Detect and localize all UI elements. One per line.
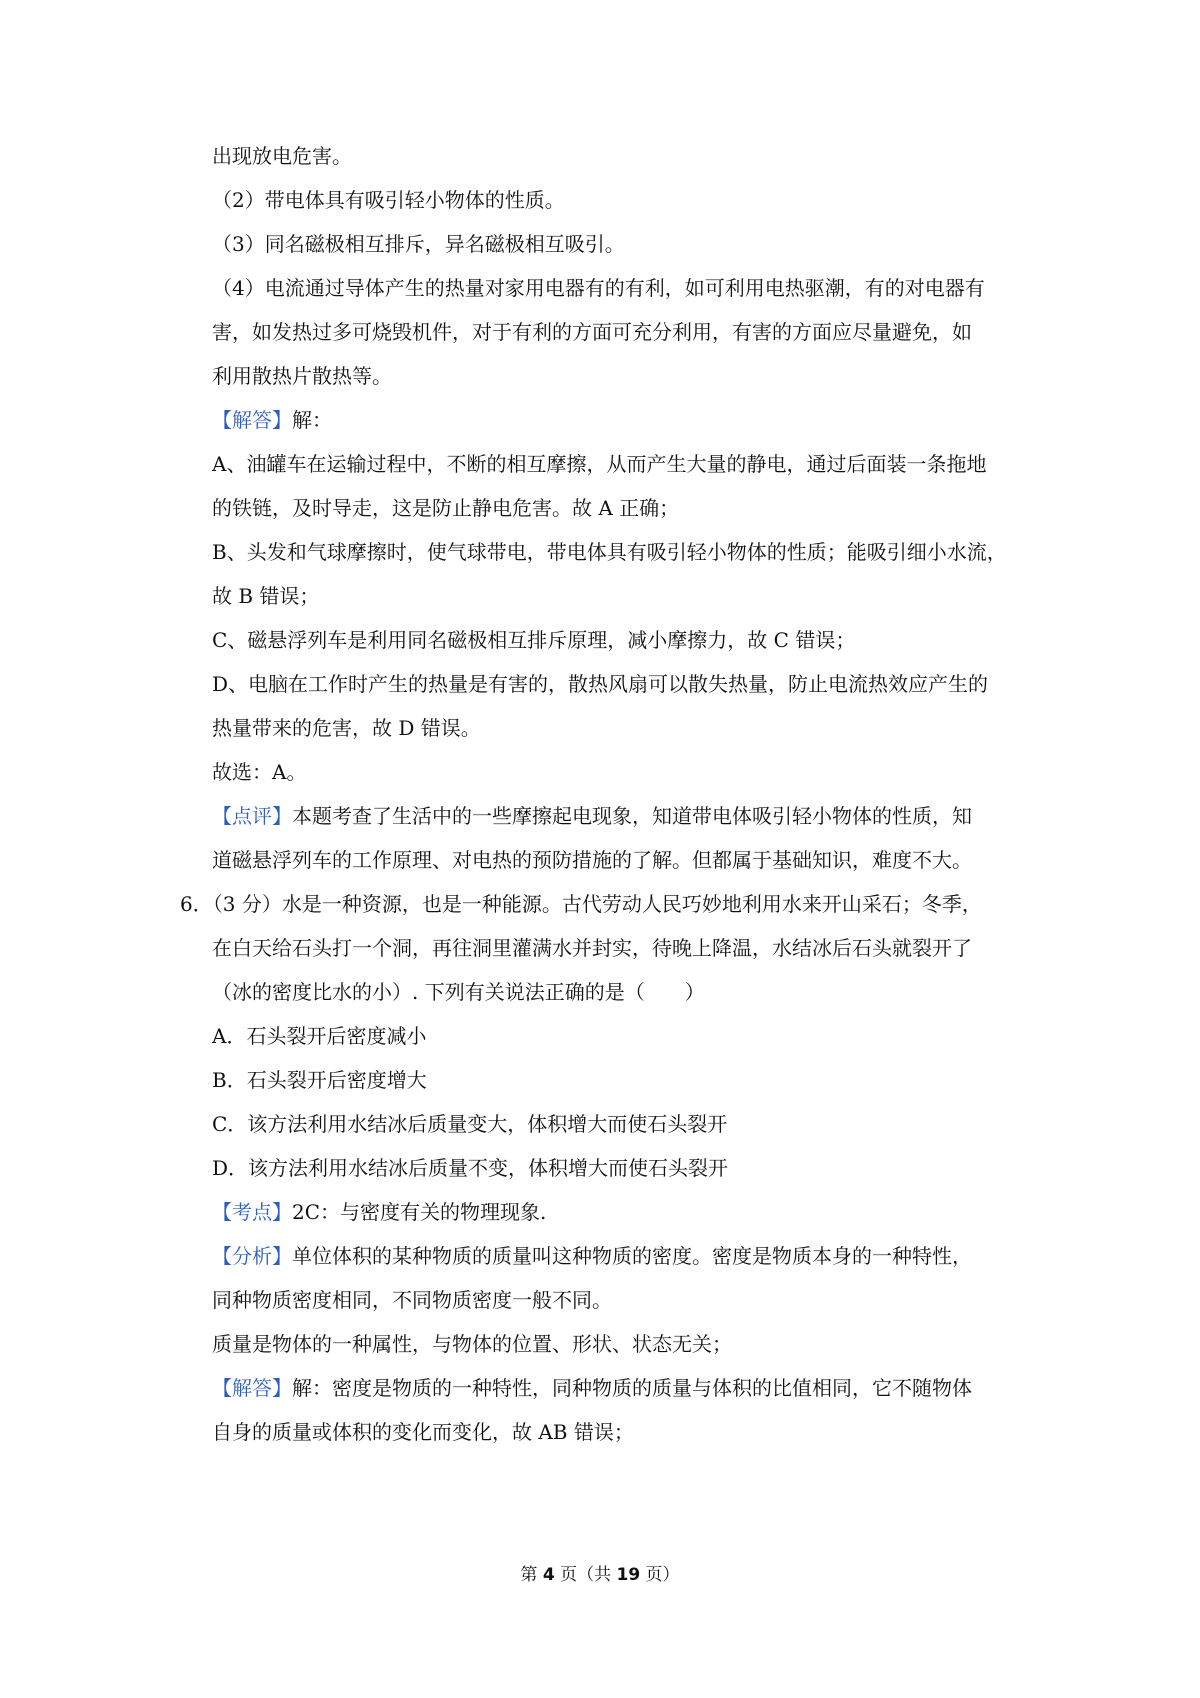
question-text: 在白天给石头打一个洞，再往洞里灌满水并封实，待晚上降温，水结冰后石头就裂开了 <box>212 936 972 960</box>
kaodian-line <box>212 1198 1032 1226</box>
answer-tag: 【解答】 <box>212 408 292 432</box>
answer2-line <box>212 1374 1032 1402</box>
question-number: 6． <box>180 892 213 916</box>
comment-line <box>212 802 1032 830</box>
answer-tag: 【解答】 <box>212 1376 292 1400</box>
answer-line: D、电脑在工作时产生的热量是有害的，散热风扇可以散失热量，防止电流热效应产生的 <box>212 672 989 696</box>
fenxi-line <box>212 1242 1032 1270</box>
text-line: （3）同名磁极相互排斥，异名磁极相互吸引。 <box>212 232 625 256</box>
footer-mid: 页（共 <box>554 1565 617 1585</box>
comment-line: 道磁悬浮列车的工作原理、对电热的预防措施的了解。但都属于基础知识，难度不大。 <box>212 848 972 872</box>
answer-line: C、磁悬浮列车是利用同名磁极相互排斥原理，减小摩擦力，故 C 错误； <box>212 628 856 652</box>
text-line: （4）电流通过导体产生的热量对家用电器有的有利，如可利用电热驱潮，有的对电器有 <box>212 276 985 300</box>
answer-line: 故 B 错误； <box>212 584 320 608</box>
comment-tag: 【点评】 <box>212 804 292 828</box>
fenxi-tag: 【分析】 <box>212 1244 292 1268</box>
kaodian-text: 2C：与密度有关的物理现象. <box>292 1200 547 1224</box>
question-text: （冰的密度比水的小）. 下列有关说法正确的是（ ） <box>212 980 705 1004</box>
answer-line: B、头发和气球摩擦时，使气球带电，带电体具有吸引轻小物体的性质；能吸引细小水流， <box>212 540 1007 564</box>
footer-page-number: 4 <box>542 1565 555 1585</box>
answer2-text: 解：密度是物质的一种特性，同种物质的质量与体积的比值相同，它不随物体 <box>292 1376 972 1400</box>
option-b: B．石头裂开后密度增大 <box>212 1068 427 1092</box>
footer-prefix: 第 <box>520 1565 543 1585</box>
question-6-stem <box>180 890 1040 918</box>
text-line: （2）带电体具有吸引轻小物体的性质。 <box>212 188 565 212</box>
answer-line: 热量带来的危害，故 D 错误。 <box>212 716 481 740</box>
answer-line: A、油罐车在运输过程中，不断的相互摩擦，从而产生大量的静电，通过后面装一条拖地 <box>212 452 987 476</box>
text-line: 害，如发热过多可烧毁机件，对于有利的方面可充分利用，有害的方面应尽量避免，如 <box>212 320 972 344</box>
answer-line: 故选：A。 <box>212 760 307 784</box>
answer2-line: 自身的质量或体积的变化而变化，故 AB 错误； <box>212 1420 634 1444</box>
text-line: 利用散热片散热等。 <box>212 364 392 388</box>
fenxi-line: 同种物质密度相同，不同物质密度一般不同。 <box>212 1288 612 1312</box>
kaodian-tag: 【考点】 <box>212 1200 292 1224</box>
question-text: （3 分）水是一种资源，也是一种能源。古代劳动人民巧妙地利用水来开山采石；冬季， <box>212 892 982 916</box>
answer-line: 的铁链，及时导走，这是防止静电危害。故 A 正确； <box>212 496 680 520</box>
option-d: D．该方法利用水结冰后质量不变，体积增大而使石头裂开 <box>212 1156 729 1180</box>
page-footer <box>0 1560 1200 1585</box>
fenxi-text: 单位体积的某种物质的质量叫这种物质的密度。密度是物质本身的一种特性， <box>292 1244 972 1268</box>
answer-heading <box>212 406 1032 434</box>
text-line: 出现放电危害。 <box>212 144 352 168</box>
answer-head: 解： <box>292 408 332 432</box>
comment-text: 本题考查了生活中的一些摩擦起电现象，知道带电体吸引轻小物体的性质，知 <box>292 804 972 828</box>
fenxi-line: 质量是物体的一种属性，与物体的位置、形状、状态无关； <box>212 1332 732 1356</box>
option-c: C．该方法利用水结冰后质量变大，体积增大而使石头裂开 <box>212 1112 728 1136</box>
option-a: A．石头裂开后密度减小 <box>212 1024 427 1048</box>
footer-total-pages: 19 <box>616 1565 641 1585</box>
footer-suffix: 页） <box>640 1565 680 1585</box>
